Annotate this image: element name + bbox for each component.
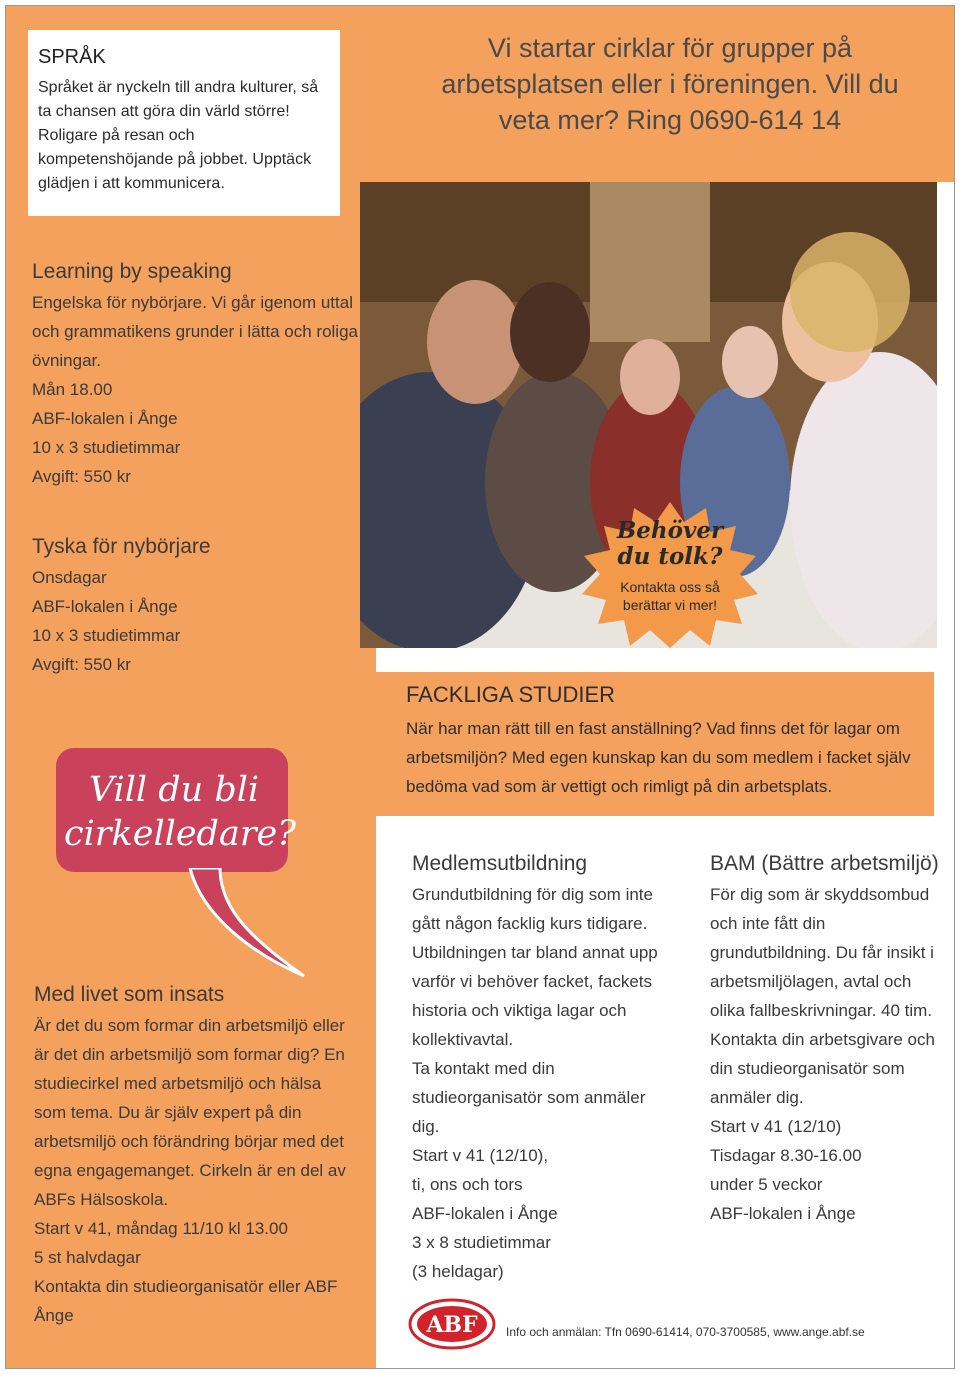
speech-bubble-tail bbox=[180, 868, 310, 980]
learning-title: Learning by speaking bbox=[32, 260, 232, 283]
tyska-body bbox=[32, 563, 362, 679]
sprak-box bbox=[28, 30, 340, 216]
med-livet-line: Kontakta din studieorganisatör eller ABF Ånge bbox=[34, 1277, 338, 1325]
fackliga-box bbox=[376, 672, 934, 816]
bam-line: Tisdagar 8.30-16.00 bbox=[710, 1146, 862, 1165]
med-livet-section bbox=[34, 983, 354, 1330]
tyska-title: Tyska för nybörjare bbox=[32, 535, 211, 558]
medlem-line: 3 x 8 studietimmar bbox=[412, 1233, 551, 1252]
medlem-line: ti, ons och tors bbox=[412, 1175, 523, 1194]
learning-body bbox=[32, 288, 362, 491]
medlem-line: Start v 41 (12/10), bbox=[412, 1146, 549, 1165]
tyska-line: ABF-lokalen i Ånge bbox=[32, 597, 178, 616]
bam-body bbox=[710, 880, 940, 1228]
bam-line: ABF-lokalen i Ånge bbox=[710, 1204, 856, 1223]
bam-section bbox=[710, 852, 940, 1228]
learning-line: Mån 18.00 bbox=[32, 380, 113, 399]
fackliga-body: När har man rätt till en fast anställning? Vad finns det för lagar om arbetsmiljön? Med egen kunskap kan du som medlem i facket själv bedöma vad som är vettigt och rimligt på din arbetsplats. bbox=[406, 719, 911, 796]
cirkelledare-speech-bubble bbox=[56, 748, 297, 872]
tyska-line: Onsdagar bbox=[32, 568, 107, 587]
medlem-title: Medlemsutbildning bbox=[412, 852, 588, 875]
medlem-line: Ta kontakt med din studieorganisatör som anmäler dig. bbox=[412, 1059, 646, 1136]
med-livet-line: Start v 41, måndag 11/10 kl 13.00 bbox=[34, 1219, 288, 1238]
fackliga-title: FACKLIGA STUDIER bbox=[406, 682, 616, 707]
med-livet-line: 5 st halvdagar bbox=[34, 1248, 141, 1267]
bam-line: under 5 veckor bbox=[710, 1175, 823, 1194]
cirkelledare-text: Vill du bli cirkelledare? bbox=[64, 770, 297, 854]
bam-title: BAM (Bättre arbetsmiljö) bbox=[710, 852, 939, 875]
bam-line: För dig som är skyddsombud och inte fått din grundutbildning. Du får insikt i arbetsmiljölagen, avtal och olika fallbeskrivningar. 40 tim. bbox=[710, 885, 934, 1020]
tyska-line: Avgift: 550 kr bbox=[32, 655, 131, 674]
footer-info: Info och anmälan: Tfn 0690-61414, 070-3700585, www.ange.abf.se bbox=[506, 1325, 865, 1339]
med-livet-body bbox=[34, 1011, 354, 1330]
tolk-subtitle: Kontakta oss så berättar vi mer! bbox=[620, 579, 720, 613]
learning-line: Avgift: 550 kr bbox=[32, 467, 131, 486]
bam-line: Kontakta din arbetsgivare och din studieorganisatör som anmäler dig. bbox=[710, 1030, 935, 1107]
sprak-title: SPRÅK bbox=[38, 46, 106, 68]
abf-logo-text: ABF bbox=[426, 1312, 478, 1338]
sprak-body: Språket är nyckeln till andra kulturer, så ta chansen att göra din värld större! Roligare på resan och kompetenshöjande på jobbet. Upptäck glädjen i att kommunicera. bbox=[38, 79, 319, 192]
medlem-section bbox=[412, 852, 662, 1286]
medlem-line: Utbildningen tar bland annat upp varför vi behöver facket, fackets historia och viktiga lagar och kollektivavtal. bbox=[412, 943, 658, 1049]
medlem-line: Grundutbildning för dig som inte gått någon facklig kurs tidigare. bbox=[412, 885, 653, 933]
learning-line: 10 x 3 studietimmar bbox=[32, 438, 181, 457]
learning-section bbox=[32, 260, 362, 491]
tyska-line: 10 x 3 studietimmar bbox=[32, 626, 181, 645]
med-livet-title: Med livet som insats bbox=[34, 983, 225, 1006]
tolk-title: Behöver du tolk? bbox=[616, 517, 724, 570]
bam-line: Start v 41 (12/10) bbox=[710, 1117, 842, 1136]
tyska-section bbox=[32, 535, 362, 679]
medlem-body bbox=[412, 880, 662, 1286]
med-livet-line: Är det du som formar din arbetsmiljö eller är det din arbetsmiljö som formar dig? En studiecirkel med arbetsmiljö och hälsa som tema. Du är själv expert på din arbetsmiljö och förändring börjar med det egna engagemanget. Cirkeln är en del av ABFs Hälsoskola. bbox=[34, 1016, 346, 1209]
learning-line: Engelska för nybörjare. Vi går igenom uttal och grammatikens grunder i lätta och roliga övningar. bbox=[32, 293, 358, 370]
learning-line: ABF-lokalen i Ånge bbox=[32, 409, 178, 428]
medlem-line: (3 heldagar) bbox=[412, 1262, 504, 1281]
medlem-line: ABF-lokalen i Ånge bbox=[412, 1204, 558, 1223]
abf-logo bbox=[408, 1298, 496, 1350]
headline: Vi startar cirklar för grupper på arbetsplatsen eller i föreningen. Vill du veta mer? Ring 0690-614 14 bbox=[441, 33, 899, 135]
